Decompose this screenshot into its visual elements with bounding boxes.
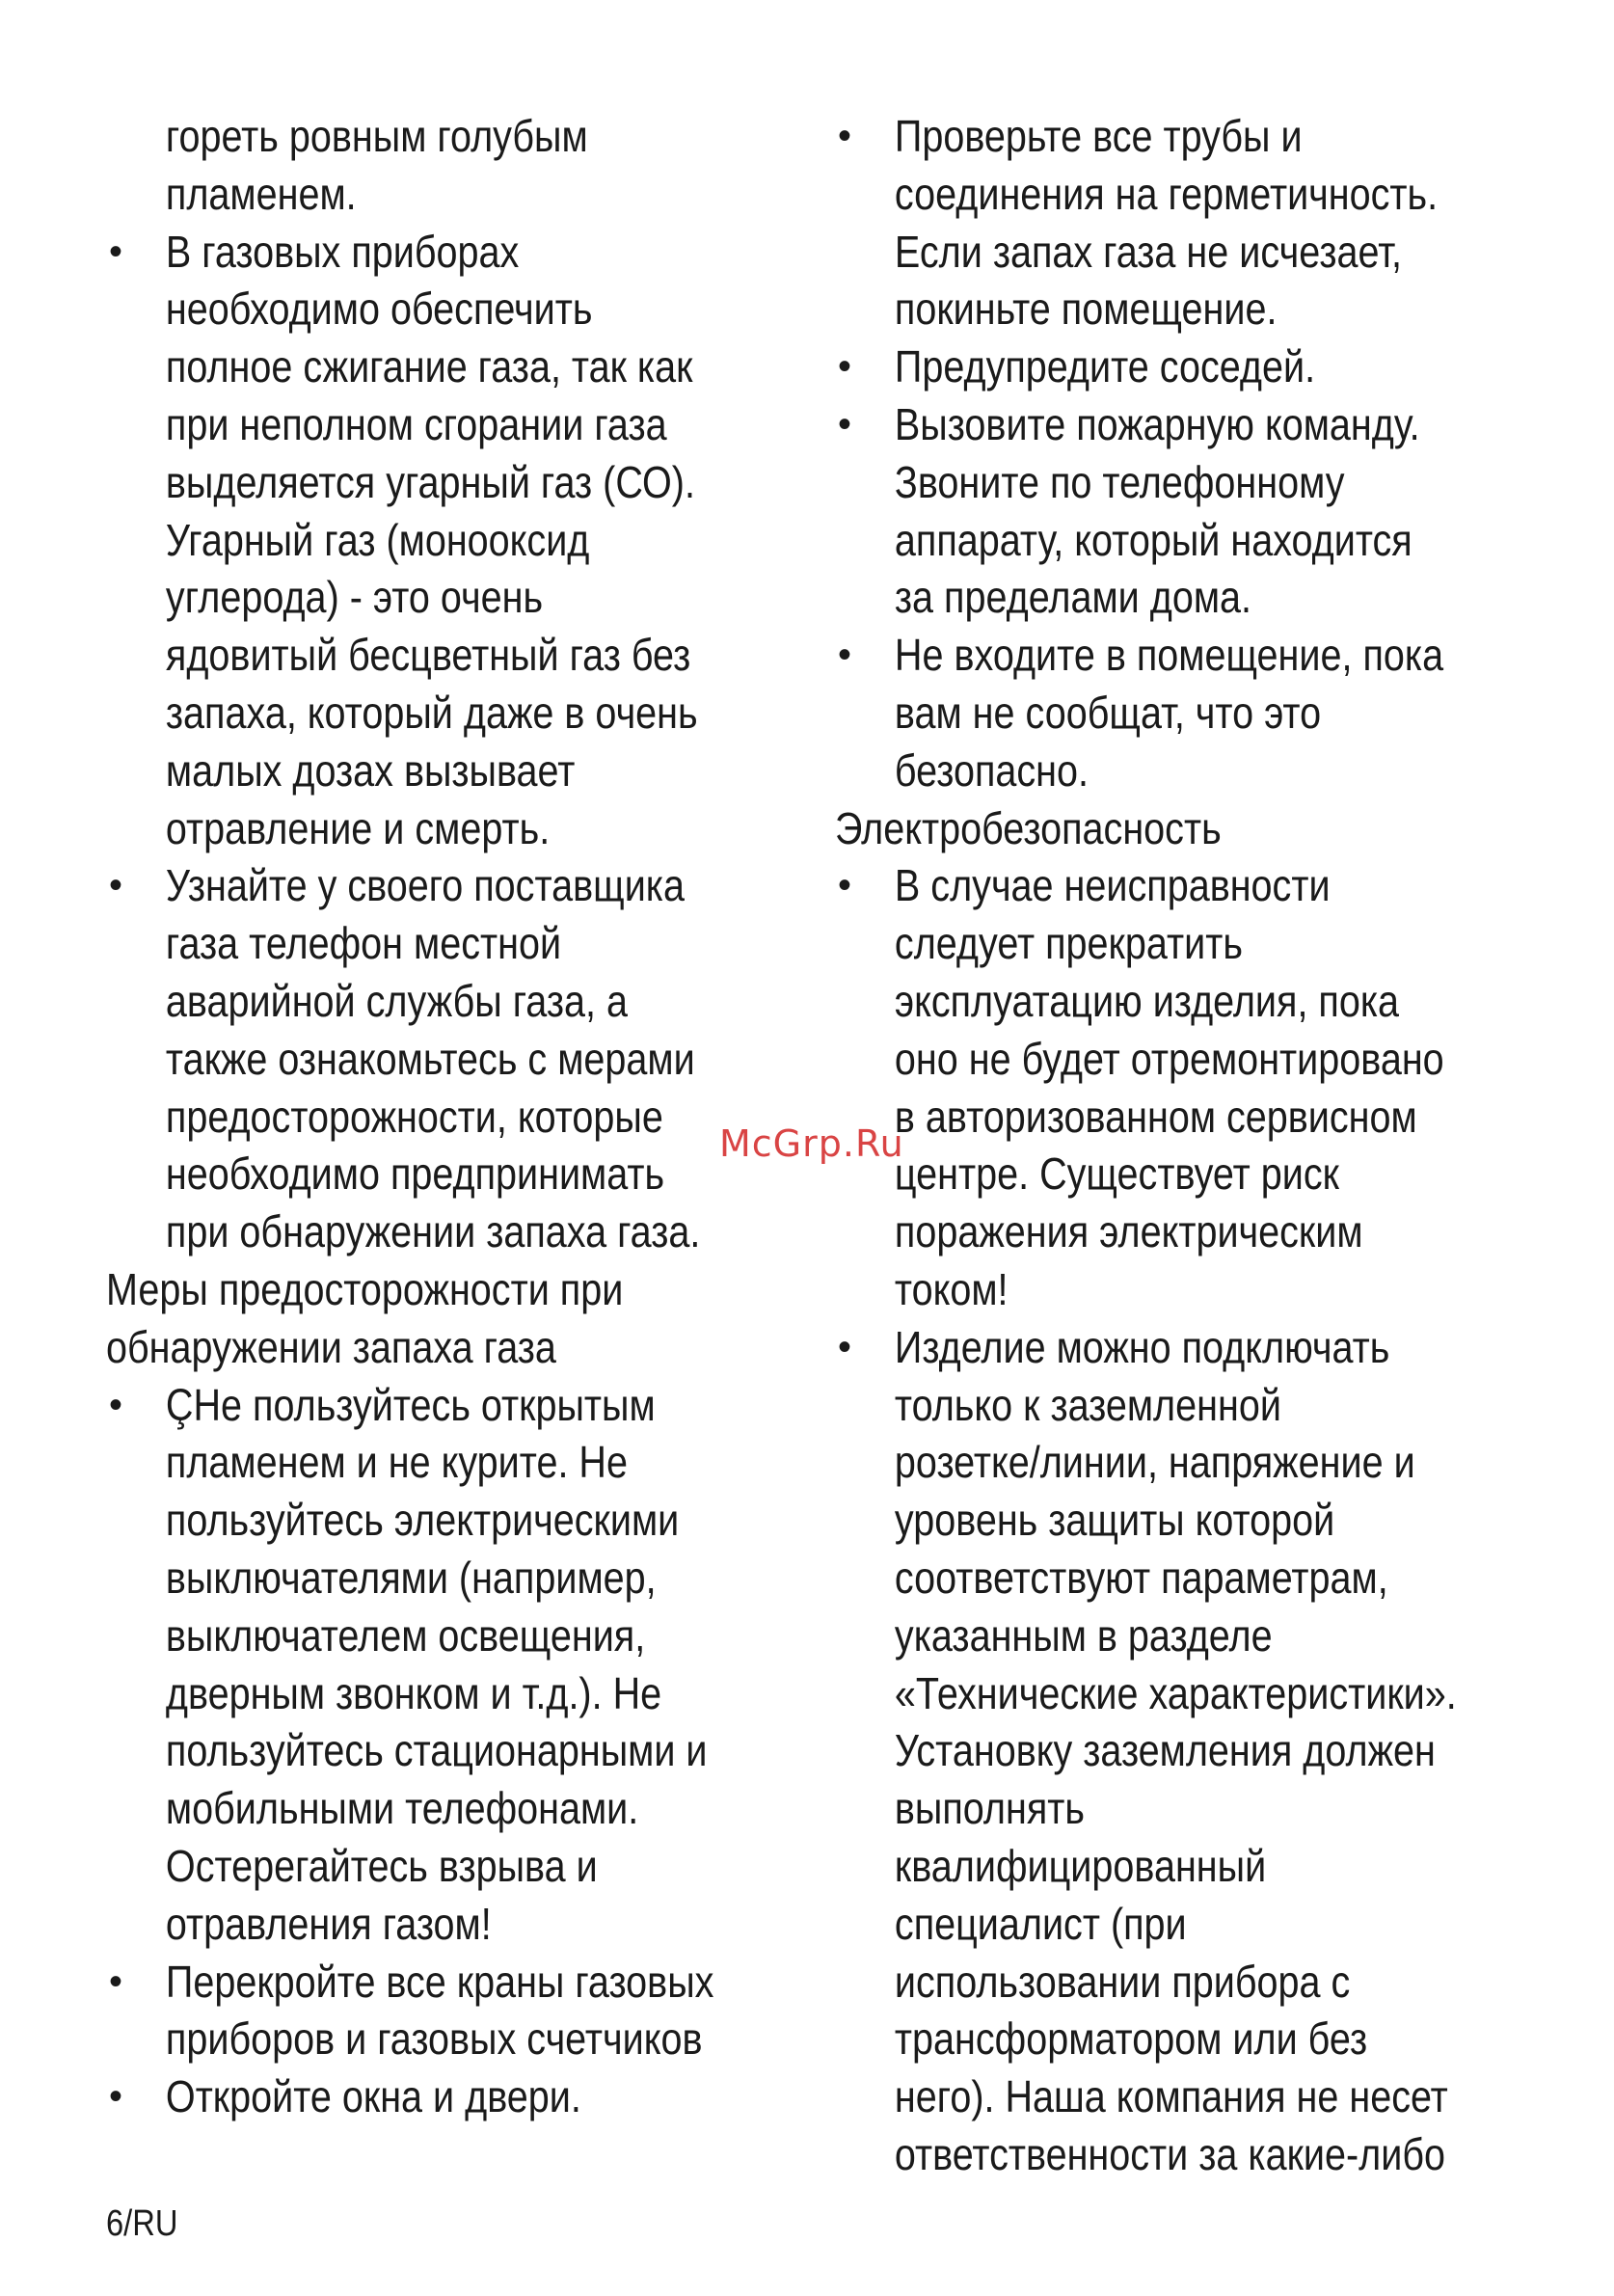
text-line: Проверьте все трубы и <box>894 111 1303 161</box>
text-line: газа телефон местной <box>165 918 562 969</box>
bullet-item <box>835 857 1548 1318</box>
text-line: специалист (при <box>894 1898 1187 1949</box>
text-line: эксплуатацию изделия, пока <box>894 975 1400 1026</box>
bullet-icon: • <box>108 1959 122 2003</box>
section-heading <box>106 1261 781 1377</box>
text-line: В случае неисправности <box>894 860 1331 911</box>
text-line: отравления газом! <box>165 1898 492 1949</box>
text-line: при неполном сгорании газа <box>165 398 667 449</box>
text-line: следует прекратить <box>894 918 1243 969</box>
bullet-item <box>106 857 781 1261</box>
text-line: Угарный газ (монооксид <box>165 514 590 565</box>
text-line: покиньте помещение. <box>894 284 1278 335</box>
text-line: мобильными телефонами. <box>165 1783 639 1834</box>
text-line: в авторизованном сервисном <box>894 1091 1417 1142</box>
text-line: Откройте окна и двери. <box>165 2071 581 2122</box>
text-line: Электробезопасность <box>835 802 1222 853</box>
text-line: предосторожности, которые <box>165 1091 663 1142</box>
text-line: приборов и газовых счетчиков <box>165 2013 703 2065</box>
text-line: безопасно. <box>894 744 1089 796</box>
right-column <box>835 108 1548 2184</box>
text-line: при обнаружении запаха газа. <box>165 1206 701 1257</box>
text-line: указанным в разделе <box>894 1609 1273 1661</box>
watermark-text: McGrp.Ru <box>719 1122 904 1165</box>
text-line: вам не сообщат, что это <box>894 687 1322 738</box>
text-line: него). Наша компания не несет <box>894 2071 1448 2122</box>
text-line: оно не будет отремонтировано <box>894 1033 1444 1084</box>
bullet-item <box>106 224 781 858</box>
text-line: Изделие можно подключать <box>894 1321 1390 1372</box>
text-line: Не входите в помещение, пока <box>894 630 1444 681</box>
bullet-icon: • <box>837 864 851 907</box>
text-line: Вызовите пожарную команду. <box>894 398 1420 449</box>
text-line: «Технические характеристики». <box>894 1667 1457 1718</box>
bullet-icon: • <box>108 1383 122 1426</box>
text-line: пользуйтесь электрическими <box>165 1495 680 1546</box>
bullet-icon: • <box>837 1325 851 1368</box>
bullet-icon: • <box>837 345 851 389</box>
text-line: Меры предосторожности при <box>106 1263 624 1314</box>
bullet-item <box>835 1319 1548 2184</box>
text-line: пользуйтесь стационарными и <box>165 1725 708 1776</box>
text-line: центре. Существует риск <box>894 1148 1339 1200</box>
text-line: ядовитый бесцветный газ без <box>165 630 691 681</box>
text-line: розетке/линии, напряжение и <box>894 1437 1415 1488</box>
text-line: Перекройте все краны газовых <box>165 1956 714 2007</box>
text-line: Звоните по телефонному <box>894 456 1345 507</box>
text-line: только к заземленной <box>894 1379 1281 1430</box>
text-line: малых дозах вызывает <box>165 744 576 796</box>
text-line: обнаружении запаха газа <box>106 1321 556 1372</box>
bullet-item <box>106 1954 781 2069</box>
text-line: пламенем и не курите. Не <box>165 1437 629 1488</box>
bullet-item <box>835 396 1548 627</box>
text-line: выключателями (например, <box>165 1552 657 1603</box>
text-line: за пределами дома. <box>894 572 1252 623</box>
bullet-item <box>835 627 1548 799</box>
text-line: пламенем. <box>165 168 357 219</box>
text-line: Узнайте у своего поставщика <box>165 860 685 911</box>
text-line: квалифицированный <box>894 1840 1267 1891</box>
text-line: поражения электрическим <box>894 1206 1363 1257</box>
text-line: углерода) - это очень <box>165 572 544 623</box>
text-line: выключателем освещения, <box>165 1609 646 1661</box>
text-line: ответственности за какие-либо <box>894 2128 1446 2179</box>
page-number: 6/RU <box>106 2203 178 2244</box>
text-line: Установку заземления должен <box>894 1725 1436 1776</box>
text-line: также ознакомьтесь с мерами <box>165 1033 695 1084</box>
text-line: необходимо обеспечить <box>165 284 593 335</box>
text-line: В газовых приборах <box>165 226 520 277</box>
text-line: соответствуют параметрам, <box>894 1552 1388 1603</box>
text-line: Предупредите соседей. <box>894 341 1316 392</box>
bullet-icon: • <box>108 230 122 273</box>
bullet-icon: • <box>837 115 851 157</box>
text-line: отравление и смерть. <box>165 802 551 853</box>
bullet-icon: • <box>837 634 851 677</box>
text-line: соединения на герметичность. <box>894 168 1439 219</box>
text-line: использовании прибора с <box>894 1956 1351 2007</box>
left-column <box>106 108 781 2126</box>
text-line: выделяется угарный газ (СО). <box>165 456 695 507</box>
text-line: током! <box>894 1263 1009 1314</box>
text-line: аппарату, который находится <box>894 514 1412 565</box>
text-line: дверным звонком и т.д.). Не <box>165 1667 662 1718</box>
text-line: Если запах газа не исчезает, <box>894 226 1402 277</box>
bullet-item <box>835 338 1548 396</box>
text-line: запаха, который даже в очень <box>165 687 698 738</box>
text-line: трансформатором или без <box>894 2013 1368 2065</box>
section-heading <box>835 800 1548 858</box>
text-line: полное сжигание газа, так как <box>165 341 693 392</box>
text-line: необходимо предпринимать <box>165 1148 665 1200</box>
bullet-item <box>106 2068 781 2126</box>
continued-text <box>106 108 781 224</box>
text-line: уровень защиты которой <box>894 1495 1335 1546</box>
bullet-item <box>106 1377 781 1954</box>
bullet-item <box>835 108 1548 338</box>
bullet-icon: • <box>108 864 122 907</box>
text-line: ÇНе пользуйтесь открытым <box>165 1379 656 1430</box>
bullet-icon: • <box>108 2075 122 2119</box>
text-line: аварийной службы газа, а <box>165 975 628 1026</box>
text-line: гореть ровным голубым <box>165 111 588 161</box>
bullet-icon: • <box>837 402 851 446</box>
text-line: Остерегайтесь взрыва и <box>165 1840 598 1891</box>
text-line: выполнять <box>894 1783 1086 1834</box>
